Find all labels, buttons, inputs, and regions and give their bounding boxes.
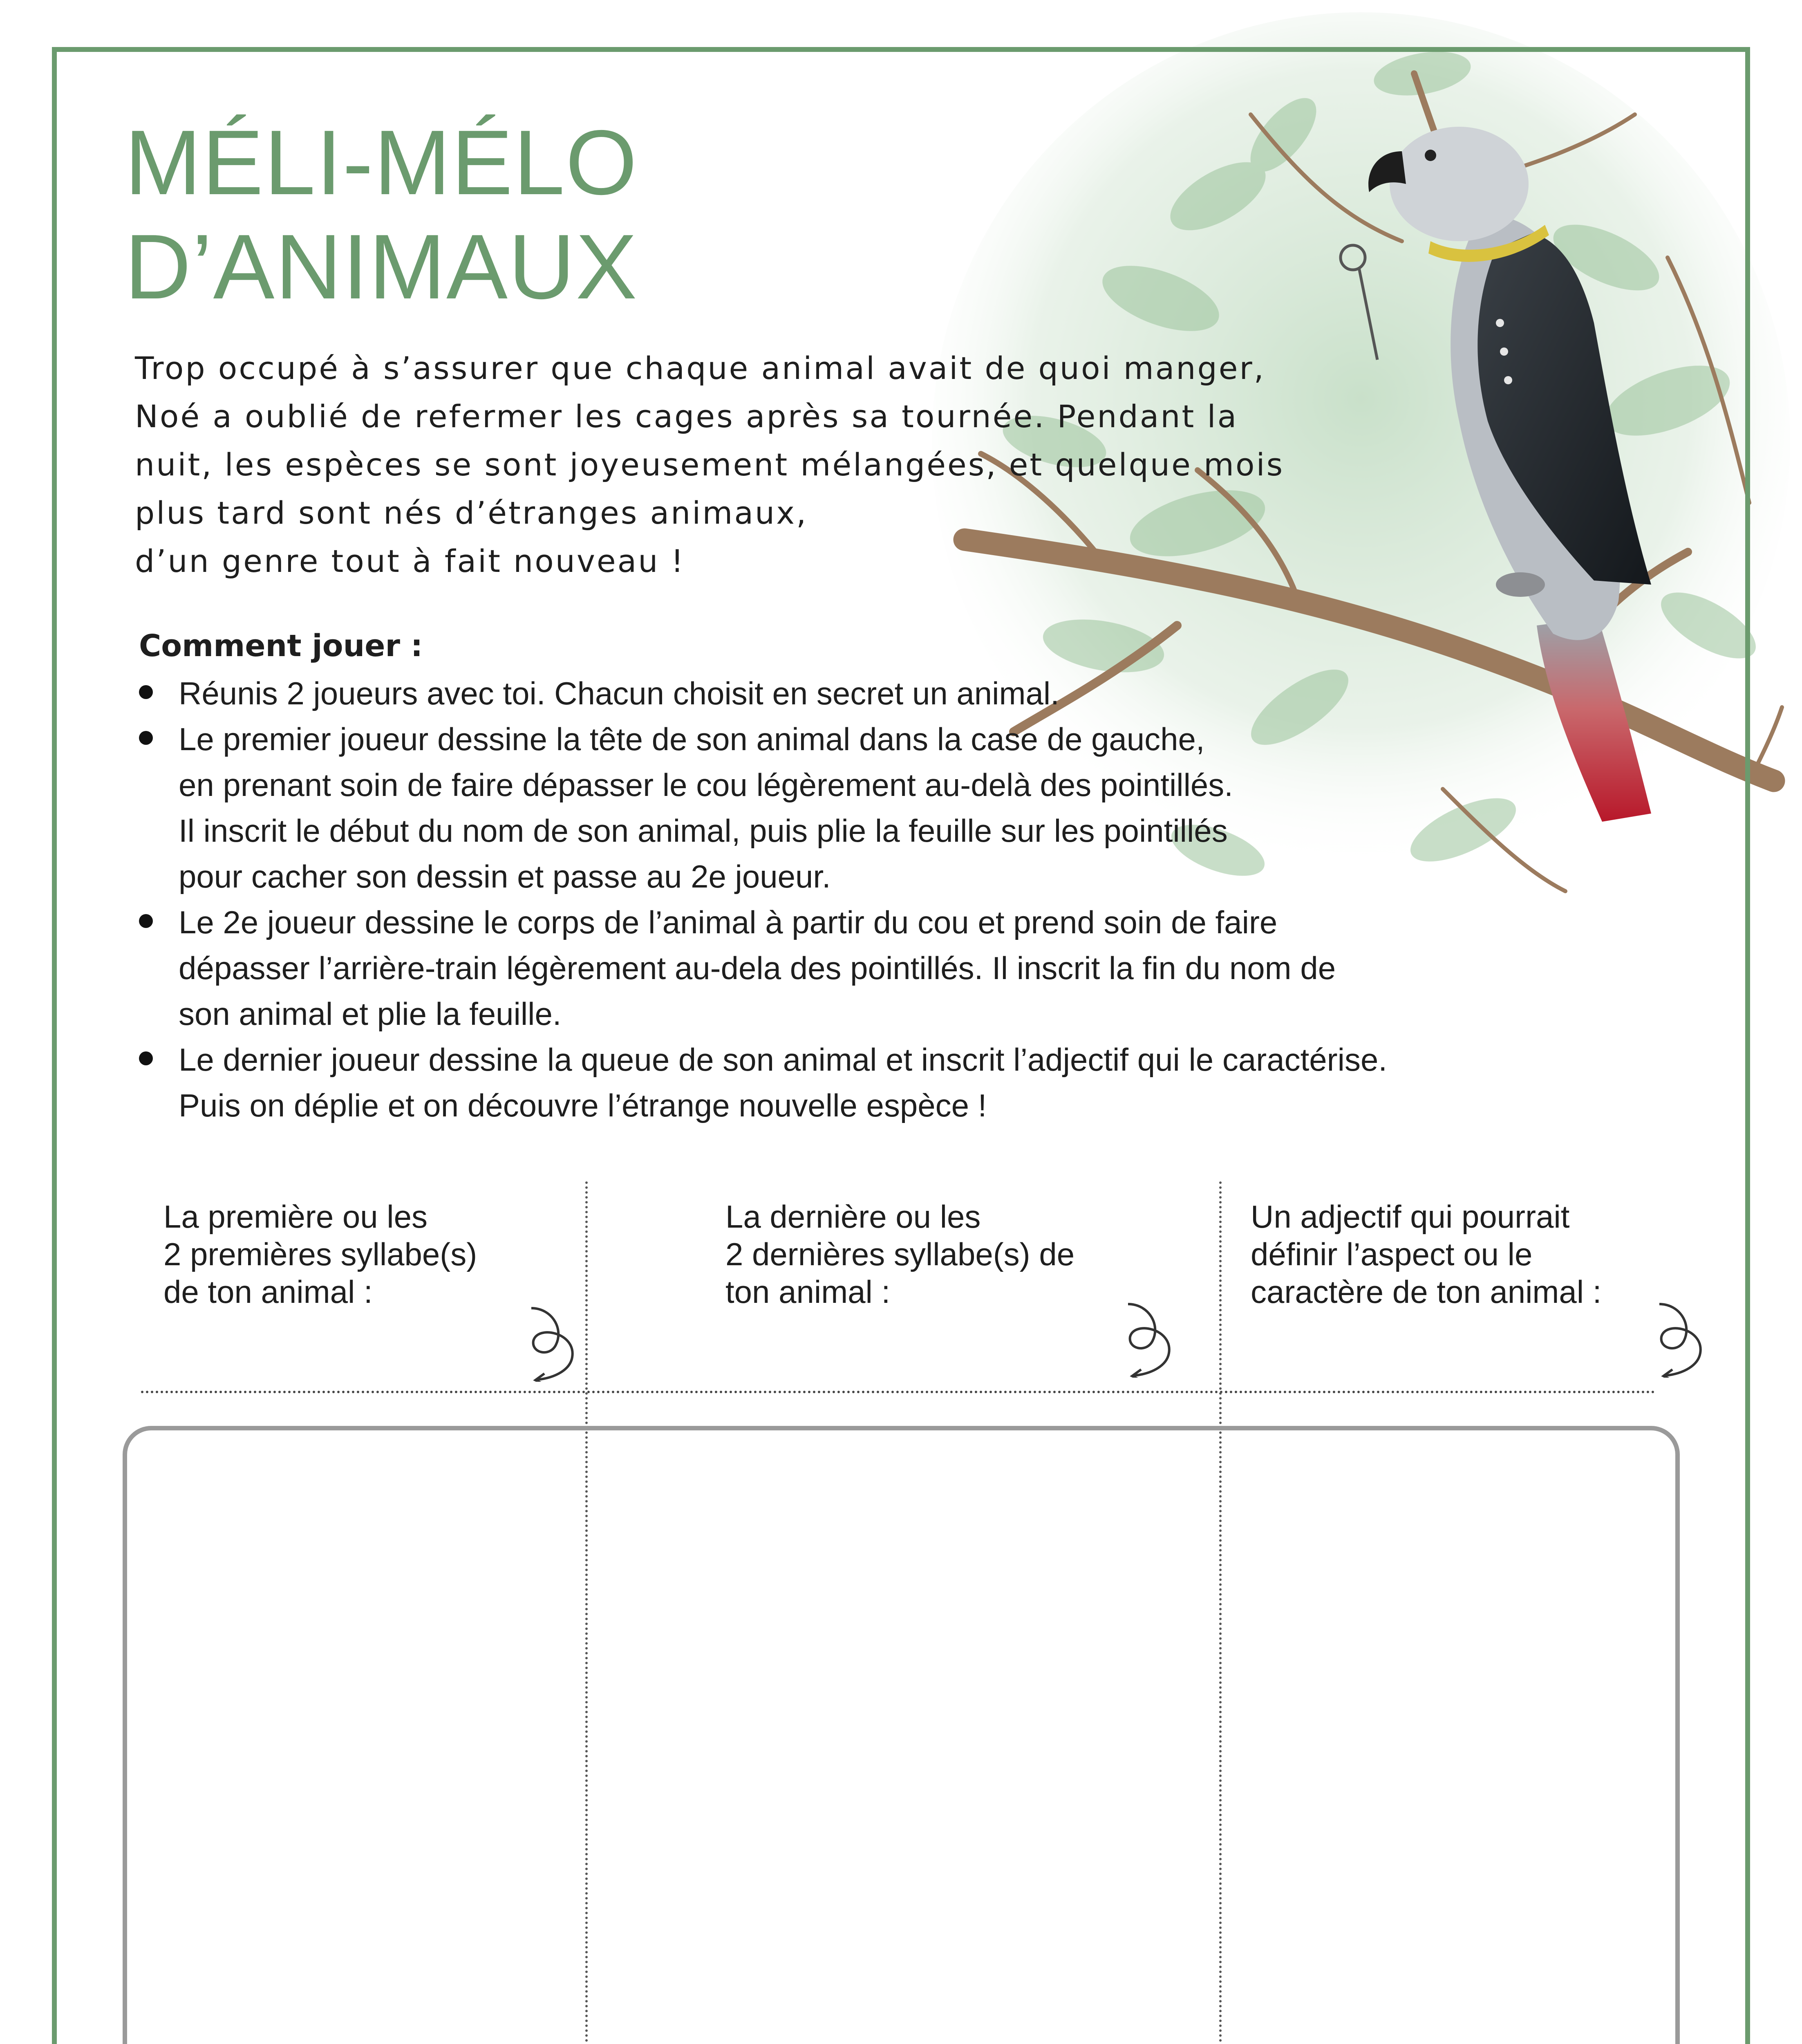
rule-line: pour cacher son dessin et passe au 2e joueur.: [179, 858, 831, 894]
rule-line: dépasser l’arrière-train légèrement au-dela des pointillés. Il inscrit la fin du nom de: [179, 950, 1336, 986]
curly-arrow-icon: [1112, 1296, 1185, 1378]
rule-item: [139, 670, 1569, 716]
column-label-line: La dernière ou les: [725, 1199, 981, 1235]
column-label-line: caractère de ton animal :: [1251, 1274, 1602, 1310]
bullet-icon: [139, 914, 153, 928]
column-label-line: définir l’aspect ou le: [1251, 1236, 1533, 1272]
bullet-icon: [139, 1051, 153, 1065]
curly-arrow-icon: [1643, 1296, 1717, 1378]
page-title: [125, 110, 638, 319]
intro-line: nuit, les espèces se sont joyeusement mélangées, et quelque mois: [135, 446, 1285, 483]
rule-item: [139, 899, 1569, 1037]
rule-line: Le 2e joueur dessine le corps de l’animal à partir du cou et prend soin de faire: [179, 904, 1278, 940]
curly-arrow-icon: [515, 1300, 589, 1382]
intro-paragraph: [135, 344, 1285, 585]
how-to-play-title: Comment jouer :: [139, 628, 423, 663]
column-label-adjective: [1251, 1198, 1601, 1311]
rule-line: Le dernier joueur dessine la queue de son animal et inscrit l’adjectif qui le caractérise.: [179, 1042, 1387, 1078]
rules-list: [139, 670, 1569, 1128]
column-label-line: 2 dernières syllabe(s) de: [725, 1236, 1075, 1272]
column-label-line: Un adjectif qui pourrait: [1251, 1199, 1570, 1235]
rule-item: [139, 716, 1569, 899]
intro-line: Trop occupé à s’assurer que chaque animal avait de quoi manger,: [135, 350, 1265, 386]
bullet-icon: [139, 731, 153, 745]
rule-item: [139, 1037, 1569, 1128]
fold-line-horizontal: [141, 1391, 1655, 1393]
rule-line: Puis on déplie et on découvre l’étrange nouvelle espèce !: [179, 1087, 987, 1123]
rule-line: en prenant soin de faire dépasser le cou légèrement au-delà des pointillés.: [179, 767, 1233, 803]
intro-line: plus tard sont nés d’étranges animaux,: [135, 495, 808, 531]
rule-line: Réunis 2 joueurs avec toi. Chacun choisit en secret un animal.: [179, 675, 1059, 711]
rule-line: Il inscrit le début du nom de son animal, puis plie la feuille sur les pointillés: [179, 813, 1228, 849]
intro-line: Noé a oublié de refermer les cages après sa tournée. Pendant la: [135, 398, 1238, 435]
column-label-first-syllables: [163, 1198, 477, 1311]
column-label-line: ton animal :: [725, 1274, 891, 1310]
rule-line: son animal et plie la feuille.: [179, 996, 562, 1032]
bullet-icon: [139, 685, 153, 699]
title-line-2: D’ANIMAUX: [125, 215, 638, 318]
column-label-line: La première ou les: [163, 1199, 428, 1235]
column-label-last-syllables: [725, 1198, 1074, 1311]
column-label-line: de ton animal :: [163, 1274, 373, 1310]
column-label-line: 2 premières syllabe(s): [163, 1236, 477, 1272]
rule-line: Le premier joueur dessine la tête de son animal dans la case de gauche,: [179, 721, 1205, 757]
title-line-1: MÉLI-MÉLO: [125, 111, 638, 214]
intro-line: d’un genre tout à fait nouveau !: [135, 543, 685, 579]
drawing-area[interactable]: [123, 1426, 1680, 2044]
